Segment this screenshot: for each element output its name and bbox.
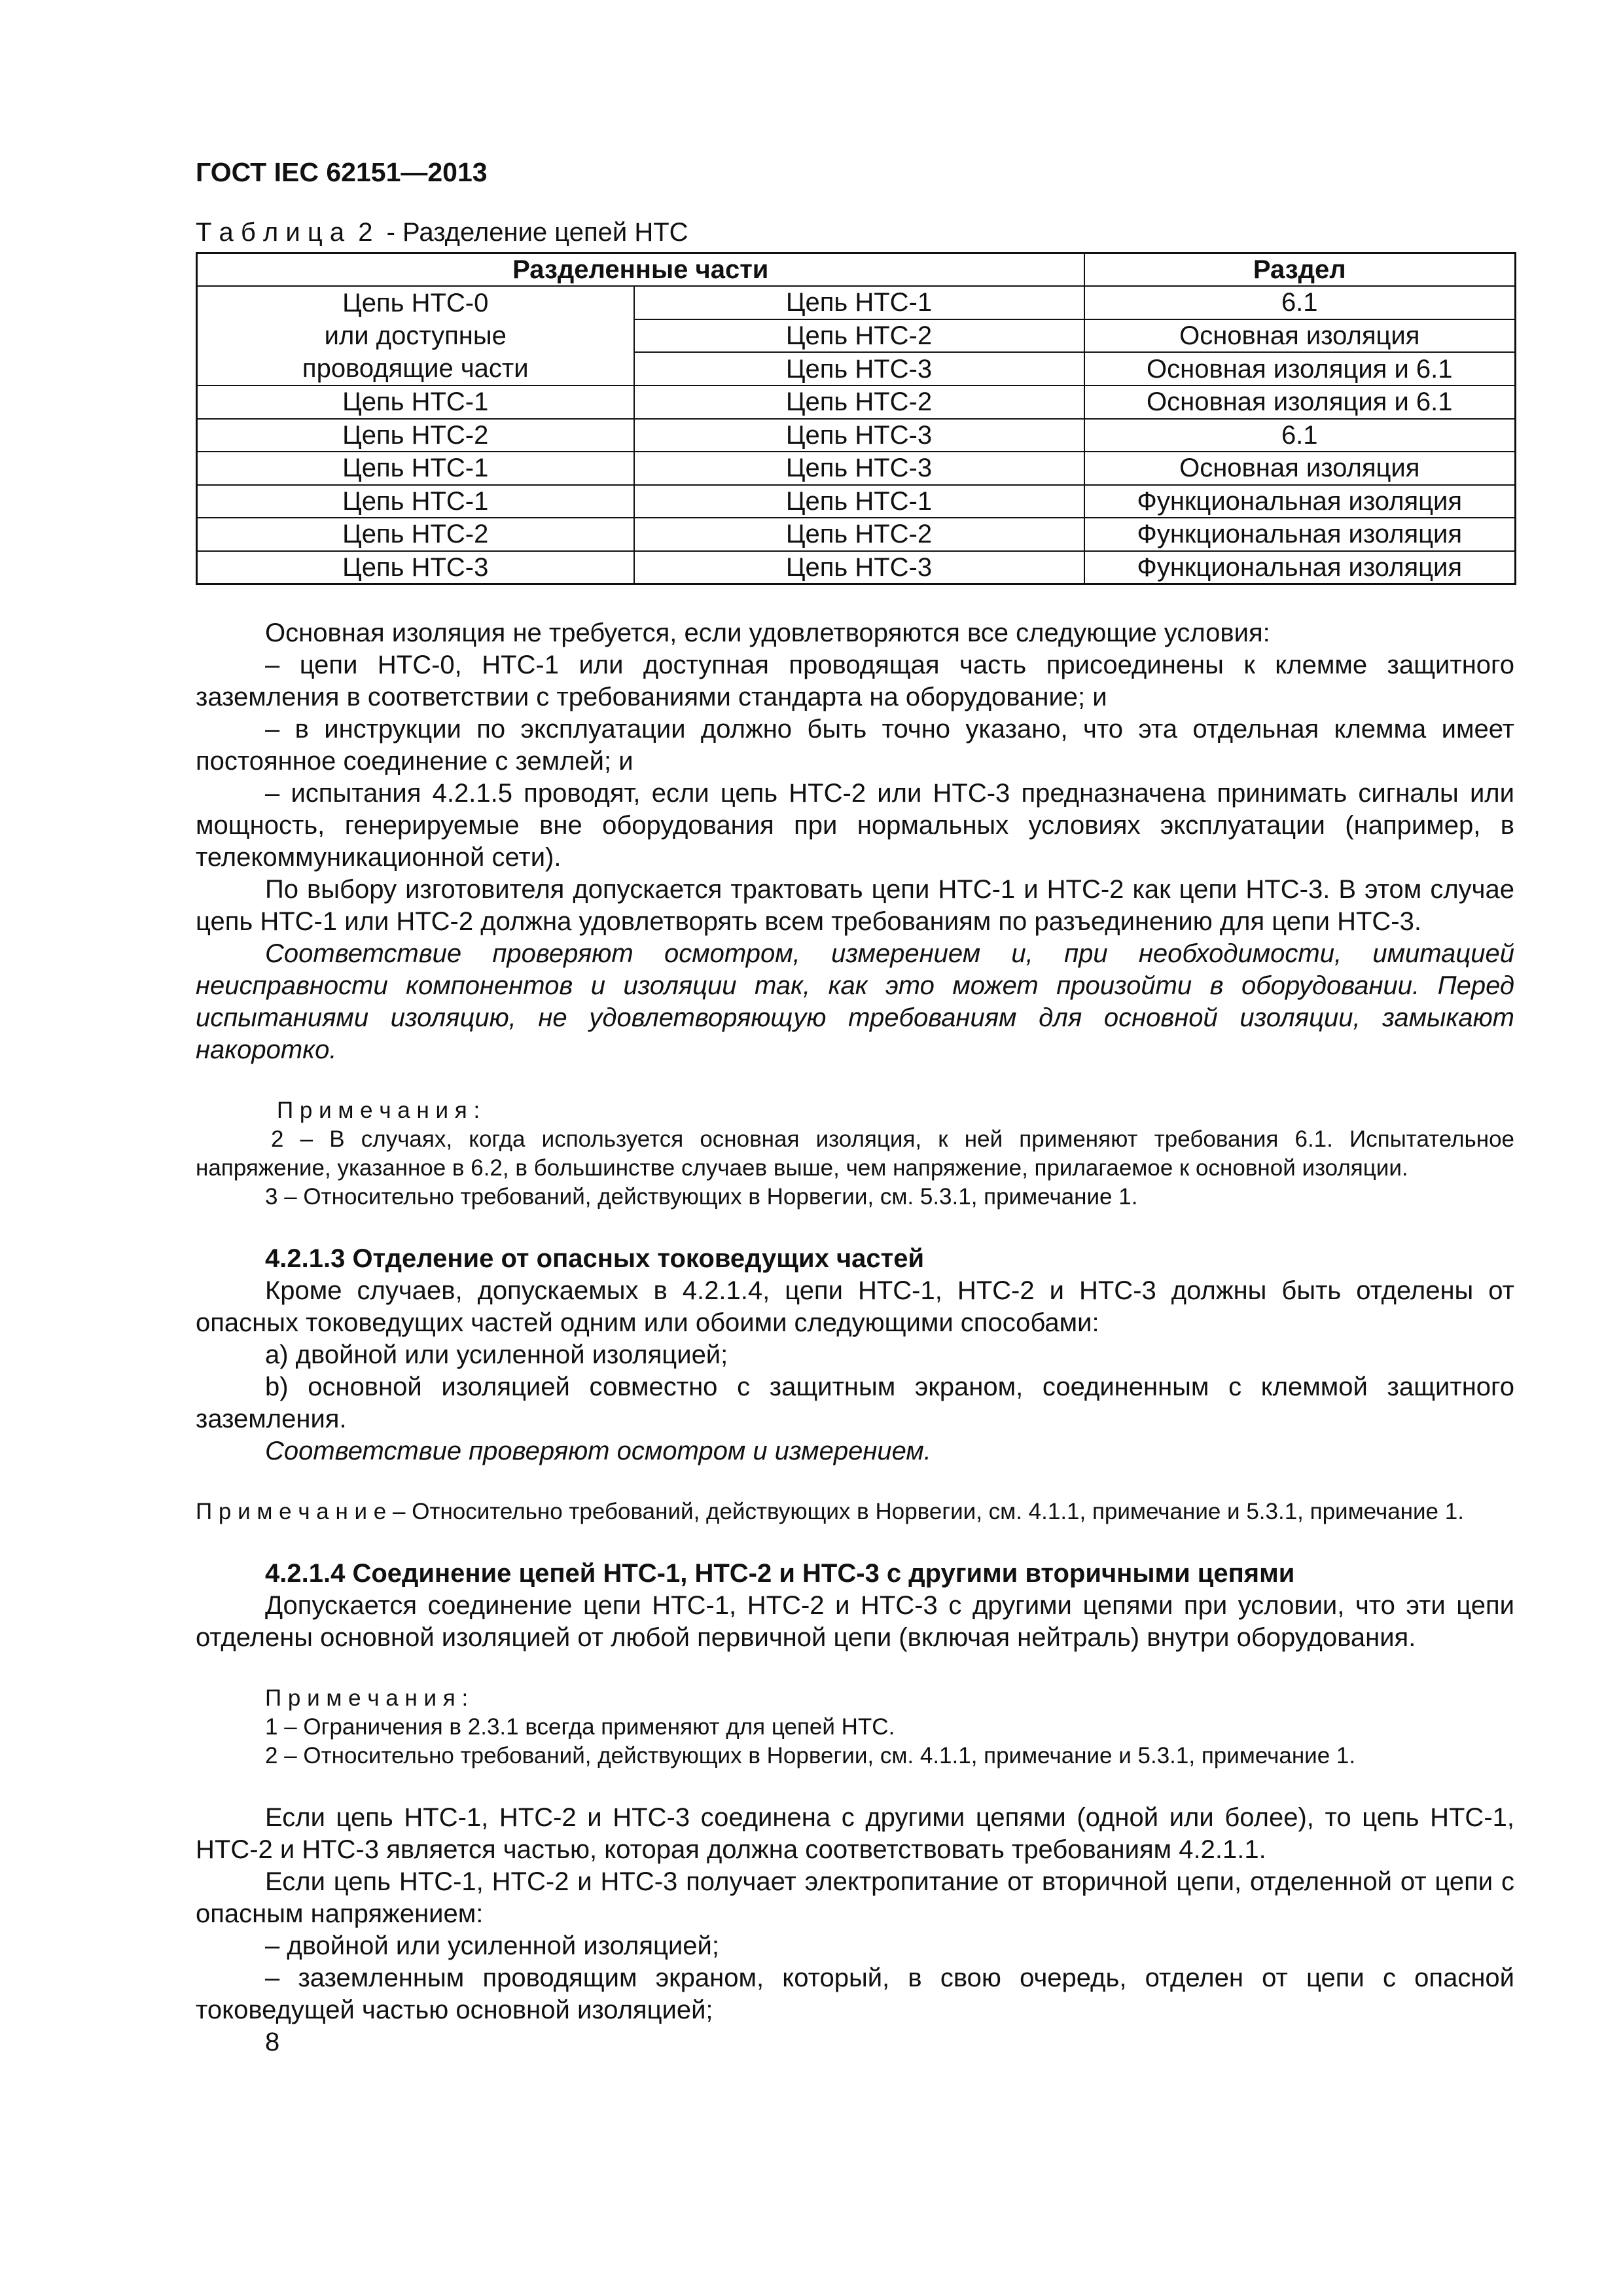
table-row [197,485,1516,518]
table-caption-number: 2 [358,218,373,247]
insulation-item: – заземленным проводящим экраном, который, в свою очередь, отделен от цепи с опасной токоведущей частью основной изоляцией; [196,1964,1514,2024]
section-heading-4-2-1-3: 4.2.1.3 Отделение от опасных токоведущих частей [265,1244,925,1273]
table-cell-part: Цепь НТС-3 [634,452,1084,485]
condition-item: – цепи НТС-0, НТС-1 или доступная проводящая часть присоединены к клемме защитного заземления в соответствии с требованиями стандарта на оборудование; и [196,651,1514,711]
table-caption-label: Т а б л и ц а [196,218,345,247]
table-caption-title: - Разделение цепей НТС [386,218,688,247]
table-cell-section: Функциональная изоляция [1084,551,1516,584]
note-item: 2 – В случаях, когда используется основная изоляция, к ней применяют требования 6.1. Испытательное напряжение, указанное в 6.2, в большинстве случаев выше, чем напряжение, прилагаемое к основной изоляции. [196,1126,1514,1181]
table-cell-section: Основная изоляция и 6.1 [1084,386,1516,419]
note-item: 2 – Относительно требований, действующих в Норвегии, см. 4.1.1, примечание и 5.3.1, примечание 1. [265,1743,1356,1768]
table-cell-part: Цепь НТС-1 [634,286,1084,319]
note-text: – Относительно требований, действующих в Норвегии, см. 4.1.1, примечание и 5.3.1, примечание 1. [393,1499,1464,1524]
document-header: ГОСТ IEC 62151—2013 [196,157,488,187]
grouped-part-line: Цепь НТС-0 [342,289,489,317]
table-cell-part: Цепь НТС-1 [197,386,634,419]
table-cell-section: 6.1 [1084,419,1516,452]
table-cell-part: Цепь НТС-2 [197,419,634,452]
table-cell-part: Цепь НТС-2 [634,386,1084,419]
table-cell-part: Цепь НТС-3 [634,419,1084,452]
table-row [197,452,1516,485]
grouped-part-line: или доступные [324,321,507,350]
table-cell-section: Основная изоляция [1084,319,1516,353]
table-cell-section: 6.1 [1084,286,1516,319]
table-cell-part: Цепь НТС-2 [197,518,634,551]
table-cell-section: Функциональная изоляция [1084,485,1516,518]
notes-label: П р и м е ч а н и я : [277,1098,480,1123]
table-cell-section: Основная изоляция [1084,452,1516,485]
condition-item: – испытания 4.2.1.5 проводят, если цепь НТС-2 или НТС-3 предназначена принимать сигналы или мощность, генерируемые вне оборудования при нормальных условиях эксплуатации (например, в телекоммуникационной сети). [196,779,1514,872]
note-item: 3 – Относительно требований, действующих в Норвегии, см. 5.3.1, примечание 1. [265,1184,1138,1210]
notes-block [196,1684,1514,1770]
condition-item: – в инструкции по эксплуатации должно быть точно указано, что эта отдельная клемма имеет постоянное соединение с землей; и [196,715,1514,776]
table-cell-grouped-part [197,286,634,386]
note-block [196,1498,1514,1526]
method-item: а) двойной или усиленной изоляцией; [265,1340,728,1369]
insulation-item: – двойной или усиленной изоляцией; [265,1931,719,1960]
table-cell-part: Цепь НТС-1 [634,485,1084,518]
paragraph-powered-circuits: Если цепь НТС-1, НТС-2 и НТС-3 получает электропитание от вторичной цепи, отделенной от цепи с опасным напряжением: [196,1867,1514,1928]
table-cell-part: Цепь НТС-1 [197,452,634,485]
table-cell-part: Цепь НТС-3 [634,352,1084,386]
table-row [197,551,1516,584]
document-body [196,617,1514,2058]
table-row [197,518,1516,551]
table-row [197,386,1516,419]
paragraph-compliance-check: Соответствие проверяют осмотром и измерением. [265,1437,931,1465]
table-caption [196,217,688,249]
note-item [196,1498,1514,1526]
grouped-part-line: проводящие части [302,354,529,383]
notes-label: П р и м е ч а н и я : [265,1685,469,1711]
table-cell-part: Цепь НТС-3 [197,551,634,584]
table-cell-section: Основная изоляция и 6.1 [1084,352,1516,386]
notes-block [196,1096,1514,1211]
paragraph-separation-methods: Кроме случаев, допускаемых в 4.2.1.4, цепи НТС-1, НТС-2 и НТС-3 должны быть отделены от опасных токоведущих частей одним или обоими следующими способами: [196,1276,1514,1337]
note-item: 1 – Ограничения в 2.3.1 всегда применяют для цепей НТС. [265,1714,895,1740]
paragraph-basic-intro: Основная изоляция не требуется, если удовлетворяются все следующие условия: [265,619,1270,647]
table-cell-part: Цепь НТС-1 [197,485,634,518]
paragraph-compliance-check: Соответствие проверяют осмотром, измерением и, при необходимости, имитацией неисправности компонентов и изоляции так, как это может произойти в оборудовании. Перед испытаниями изоляцию, не удовлетворяющую требованиям для основной изоляции, замыкают накоротко. [196,939,1514,1064]
table-cell-section: Функциональная изоляция [1084,518,1516,551]
paragraph-connection-allowed: Допускается соединение цепи НТС-1, НТС-2 и НТС-3 с другими цепями при условии, что эти цепи отделены основной изоляцией от любой первичной цепи (включая нейтраль) внутри оборудования. [196,1591,1514,1652]
table-row [197,419,1516,452]
header-section: Раздел [1084,253,1516,287]
table-row [197,286,1516,319]
table-cell-part: Цепь НТС-2 [634,319,1084,353]
table-cell-part: Цепь НТС-3 [634,551,1084,584]
method-item: b) основной изоляцией совместно с защитным экраном, соединенным с клеммой защитного заземления. [196,1372,1514,1433]
page-number: 8 [265,2028,280,2056]
table-cell-part: Цепь НТС-2 [634,518,1084,551]
table-header-row [197,253,1516,287]
paragraph-manufacturer-choice: По выбору изготовителя допускается трактовать цепи НТС-1 и НТС-2 как цепи НТС-3. В этом случае цепь НТС-1 или НТС-2 должна удовлетворять всем требованиям по разъединению для цепи НТС-3. [196,875,1514,936]
separation-table [196,252,1516,585]
note-label: П р и м е ч а н и е [196,1499,387,1524]
paragraph-connected-circuits: Если цепь НТС-1, НТС-2 и НТС-3 соединена с другими цепями (одной или более), то цепь НТС-1, НТС-2 и НТС-3 является частью, которая должна соответствовать требованиям 4.2.1.1. [196,1803,1514,1864]
section-heading-4-2-1-4: 4.2.1.4 Соединение цепей НТС-1, НТС-2 и НТС-3 с другими вторичными цепями [265,1559,1295,1588]
header-separated-parts: Разделенные части [197,253,1084,287]
